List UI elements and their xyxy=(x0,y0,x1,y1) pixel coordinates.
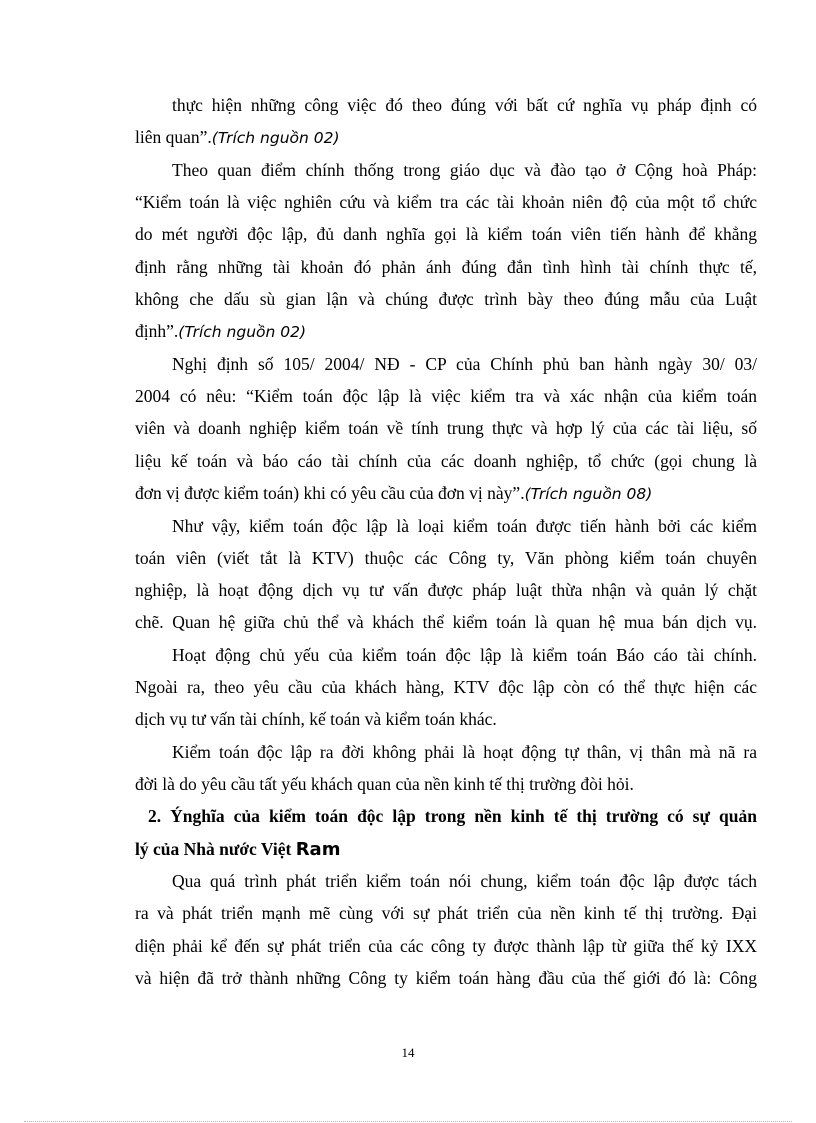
p4-line-4: chẽ. Quan hệ giữa chủ thể và khách thể kiểm toán là quan hệ mua bán dịch vụ. xyxy=(135,612,757,632)
p2-line-6-text: định”. xyxy=(135,321,179,341)
section-heading-line-2 xyxy=(135,838,757,861)
p2-line-1: Theo quan điểm chính thống trong giáo dục và đào tạo ở Cộng hoà Pháp: xyxy=(172,160,757,180)
citation: (Trích nguồn 08) xyxy=(524,485,653,503)
p5-line-2: Ngoài ra, theo yêu cầu của khách hàng, KTV độc lập còn có thể thực hiện các xyxy=(135,677,757,697)
p6-line-1: Kiểm toán độc lập ra đời không phải là hoạt động tự thân, vị thân mà nã ra xyxy=(172,742,757,762)
p4-line-2: toán viên (viết tắt là KTV) thuộc các Công ty, Văn phòng kiểm toán chuyên xyxy=(135,548,757,568)
p4-line-1: Như vậy, kiểm toán độc lập là loại kiểm toán được tiến hành bởi các kiểm xyxy=(172,516,757,536)
p1-line-2 xyxy=(135,126,757,149)
p2-line-2: “Kiểm toán là việc nghiên cứu và kiểm tra các tài khoản niên độ của một tổ chức xyxy=(135,192,757,212)
citation: (Trích nguồn 02) xyxy=(178,323,307,341)
p3-line-4: liệu kế toán và báo cáo tài chính của các doanh nghiệp, tổ chức (gọi chung là xyxy=(135,451,757,471)
section-heading-line-2-text: lý của Nhà nước Việt xyxy=(135,839,296,859)
p2-line-5: không che dấu sù gian lận và chúng được trình bày theo đúng mẫu của Luật xyxy=(135,289,757,309)
p3-line-5 xyxy=(135,482,757,505)
p3-line-5-text: đơn vị được kiểm toán) khi có yêu cầu của đơn vị này”. xyxy=(135,483,525,503)
p3-line-1: Nghị định số 105/ 2004/ NĐ - CP của Chính phủ ban hành ngày 30/ 03/ xyxy=(172,354,757,374)
p7-line-4: và hiện đã trở thành những Công ty kiểm toán hàng đầu của thế giới đó là: Công xyxy=(135,968,757,988)
p4-line-3: nghiệp, là hoạt động dịch vụ tư vấn được pháp luật thừa nhận và quản lý chặt xyxy=(135,580,757,600)
p7-line-1: Qua quá trình phát triển kiểm toán nói chung, kiểm toán độc lập được tách xyxy=(172,871,757,891)
p5-line-1: Hoạt động chủ yếu của kiểm toán độc lập là kiểm toán Báo cáo tài chính. xyxy=(172,645,757,665)
page-bottom-divider xyxy=(24,1121,792,1122)
p1-line-1: thực hiện những công việc đó theo đúng với bất cứ nghĩa vụ pháp định có xyxy=(172,95,757,115)
section-heading-line-1: 2. Ýnghĩa của kiểm toán độc lập trong nền kinh tế thị trường có sự quản xyxy=(148,806,757,826)
p2-line-6 xyxy=(135,320,757,343)
p1-line-2-text: liên quan”. xyxy=(135,127,212,147)
p3-line-3: viên và doanh nghiệp kiểm toán về tính trung thực và hợp lý của các tài liệu, số xyxy=(135,418,757,438)
citation: (Trích nguồn 02) xyxy=(211,129,340,147)
heading-tail-glyph: Ram xyxy=(295,839,341,860)
p5-line-3: dịch vụ tư vấn tài chính, kế toán và kiểm toán khác. xyxy=(135,709,497,729)
p3-line-2: 2004 có nêu: “Kiểm toán độc lập là việc kiểm tra và xác nhận của kiểm toán xyxy=(135,386,757,406)
page-number: 14 xyxy=(401,1045,415,1060)
p7-line-2: ra và phát triển mạnh mẽ cùng với sự phát triển của nền kinh tế thị trường. Đại xyxy=(135,903,757,923)
p2-line-3: do mét người độc lập, đủ danh nghĩa gọi là kiểm toán viên tiến hành để khẳng xyxy=(135,224,757,244)
p6-line-2: đời là do yêu cầu tất yếu khách quan của nền kinh tế thị trường đòi hỏi. xyxy=(135,774,634,794)
p2-line-4: định rằng những tài khoản đó phản ánh đúng đắn tình hình tài chính thực tế, xyxy=(135,257,757,277)
p7-line-3: diện phải kể đến sự phát triển của các công ty được thành lập từ giữa thế kỷ IXX xyxy=(135,936,757,956)
